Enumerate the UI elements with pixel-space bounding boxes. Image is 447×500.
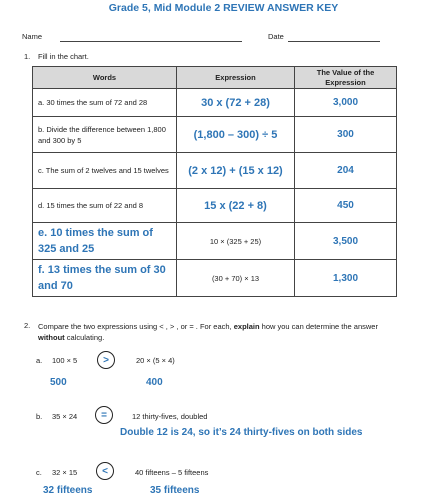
question-2-instruction xyxy=(38,321,398,343)
item-c-right-answer: 35 fifteens xyxy=(150,485,200,496)
row-b-expression: (1,800 – 300) ÷ 5 xyxy=(177,117,295,153)
item-b-explanation: Double 12 is 24, so it’s 24 thirty-fives on both sides xyxy=(120,427,363,438)
item-b-right-expression: 12 thirty-fives, doubled xyxy=(132,412,208,421)
question-2-number: 2. xyxy=(24,321,31,330)
page-title: Grade 5, Mid Module 2 REVIEW ANSWER KEY xyxy=(108,2,339,14)
row-f-words: f. 13 times the sum of 30 and 70 xyxy=(33,260,177,297)
item-a-label: a. xyxy=(36,356,43,365)
item-c-left-expression: 32 × 15 xyxy=(52,468,78,477)
table-row xyxy=(33,89,397,117)
table-row xyxy=(33,223,397,260)
instruction-without: without xyxy=(38,333,65,342)
question-1-instruction: Fill in the chart. xyxy=(38,52,89,61)
item-b-label: b. xyxy=(36,412,43,421)
header-words: Words xyxy=(33,67,177,89)
row-d-expression: 15 x (22 + 8) xyxy=(177,189,295,223)
item-a-left-answer: 500 xyxy=(50,377,67,388)
row-a-value: 3,000 xyxy=(295,89,397,117)
row-e-words: e. 10 times the sum of 325 and 25 xyxy=(33,223,177,260)
date-label: Date xyxy=(268,32,284,41)
item-a-right-answer: 400 xyxy=(146,377,163,388)
table-row xyxy=(33,189,397,223)
name-label: Name xyxy=(22,32,43,41)
item-c-label: c. xyxy=(36,468,42,477)
row-c-expression: (2 x 12) + (15 x 12) xyxy=(177,153,295,189)
item-c-left-answer: 32 fifteens xyxy=(43,485,93,496)
item-c-comparison-symbol[interactable]: < xyxy=(96,462,114,480)
name-line[interactable] xyxy=(60,41,242,42)
expression-chart xyxy=(32,66,397,297)
item-c-right-expression: 40 fifteens – 5 fifteens xyxy=(135,468,209,477)
row-f-value: 1,300 xyxy=(295,260,397,297)
item-a-right-expression: 20 × (5 × 4) xyxy=(136,356,175,365)
header-expression: Expression xyxy=(177,67,295,89)
instruction-explain: explain xyxy=(233,322,260,331)
row-a-words: a. 30 times the sum of 72 and 28 xyxy=(33,89,177,117)
item-a-left-expression: 100 × 5 xyxy=(52,356,78,365)
row-f-expression: (30 + 70) × 13 xyxy=(177,260,295,297)
instruction-part: Compare the two expressions using < , > , or = . For each, xyxy=(38,322,234,331)
row-e-expression: 10 × (325 + 25) xyxy=(177,223,295,260)
table-row xyxy=(33,260,397,297)
row-d-words: d. 15 times the sum of 22 and 8 xyxy=(33,189,177,223)
row-c-value: 204 xyxy=(295,153,397,189)
table-row xyxy=(33,153,397,189)
row-c-words: c. The sum of 2 twelves and 15 twelves xyxy=(33,153,177,189)
table-row xyxy=(33,117,397,153)
date-line[interactable] xyxy=(288,41,380,42)
row-b-value: 300 xyxy=(295,117,397,153)
row-e-value: 3,500 xyxy=(295,223,397,260)
header-value: The Value of the Expression xyxy=(295,67,397,89)
instruction-part: calculating. xyxy=(64,333,105,342)
row-d-value: 450 xyxy=(295,189,397,223)
item-b-comparison-symbol[interactable]: = xyxy=(95,406,113,424)
question-1-number: 1. xyxy=(24,52,31,61)
row-a-expression: 30 x (72 + 28) xyxy=(177,89,295,117)
item-b-left-expression: 35 × 24 xyxy=(52,412,78,421)
row-b-words: b. Divide the difference between 1,800 and 300 by 5 xyxy=(33,117,177,153)
item-a-comparison-symbol[interactable]: > xyxy=(97,351,115,369)
instruction-part: how you can determine the answer xyxy=(259,322,378,331)
